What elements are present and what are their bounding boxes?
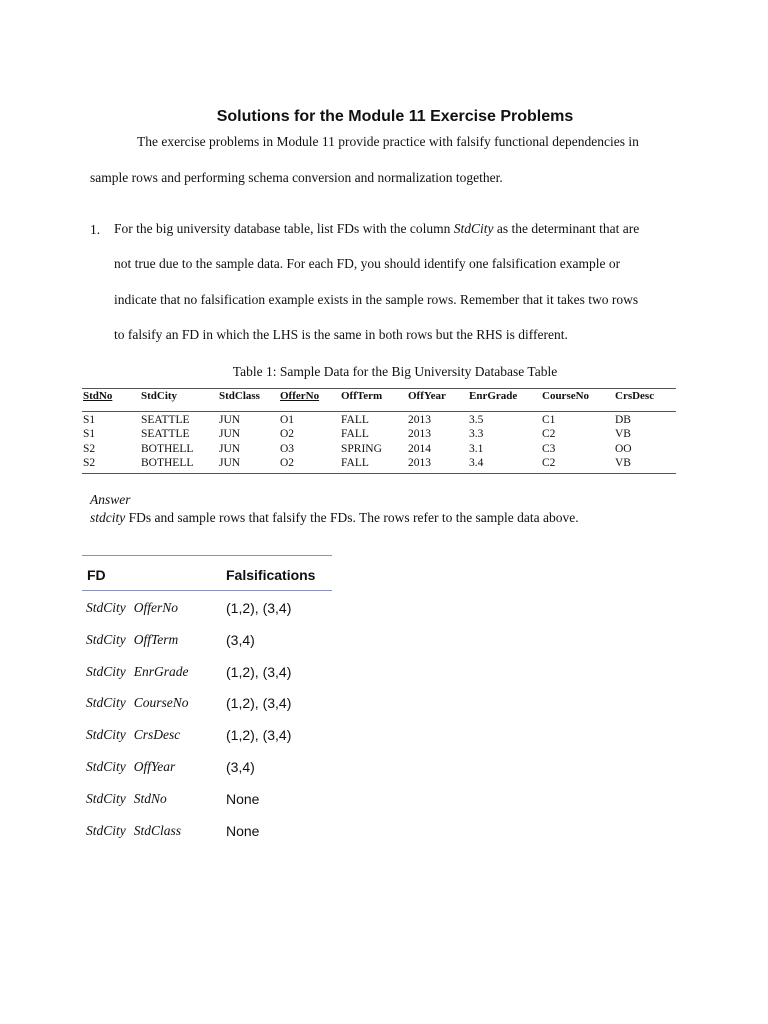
table-cell: 2013 [408,457,431,469]
table-cell: JUN [219,428,241,440]
column-header-crsdesc: CrsDesc [615,390,655,402]
fd-row-label: StdCity EnrGrade [86,664,189,679]
column-header-offerno: OfferNo [280,390,320,402]
table-cell: JUN [219,457,241,469]
table-cell: SEATTLE [141,414,190,426]
fd-row-label: StdCity StdNo [86,791,167,806]
table-cell: FALL [341,457,369,469]
intro-line-1: The exercise problems in Module 11 provide practice with falsify functional dependencies in [137,134,639,149]
table-cell: O1 [280,414,295,426]
table-cell: FALL [341,414,369,426]
table-cell: BOTHELL [141,457,194,469]
fd-row-label: StdCity CourseNo [86,695,189,710]
column-header-enrgrade: EnrGrade [469,390,518,402]
fd-row-falsifications: None [226,791,260,807]
column-header-offterm: OffTerm [341,390,383,402]
fd-row-falsifications: (3,4) [226,759,255,775]
fd-row-label: StdCity CrsDesc [86,727,181,742]
column-header-stdno: StdNo [83,390,113,402]
table-cell: JUN [219,414,241,426]
column-header-courseno: CourseNo [542,390,590,402]
table-cell: 3.4 [469,457,484,469]
fd-table-header-rule [82,590,332,591]
fd-row-label: StdCity OfferNo [86,600,179,615]
table-cell: C2 [542,457,556,469]
fd-row-label: StdCity OffYear [86,759,176,774]
table-cell: SEATTLE [141,428,190,440]
table-cell: DB [615,414,631,426]
answer-text: stdcity FDs and sample rows that falsify the FDs. The rows refer to the sample data above. [90,510,579,525]
table-top-rule [82,388,676,389]
table-caption: Table 1: Sample Data for the Big University Database Table [232,364,558,379]
table-cell: C1 [542,414,556,426]
fd-row-falsifications: (1,2), (3,4) [226,600,292,616]
table-cell: FALL [341,428,369,440]
fd-row-falsifications: (3,4) [226,632,255,648]
table-cell: S2 [83,443,96,455]
answer-label: Answer [90,492,131,507]
table-cell: 2013 [408,428,431,440]
column-header-offyear: OffYear [408,390,446,402]
falsifications-header: Falsifications [226,567,316,583]
problem-line-2: not true due to the sample data. For each FD, you should identify one falsification example or [114,256,621,271]
fd-row-falsifications: (1,2), (3,4) [226,664,292,680]
table-cell: 3.3 [469,428,484,440]
table-cell: VB [615,457,631,469]
table-cell: O3 [280,443,295,455]
table-cell: C3 [542,443,556,455]
fd-row-falsifications: None [226,823,260,839]
table-cell: S2 [83,457,96,469]
table-cell: 2013 [408,414,431,426]
table-cell: O2 [280,428,295,440]
table-cell: SPRING [341,443,382,455]
table-cell: BOTHELL [141,443,194,455]
fd-row-falsifications: (1,2), (3,4) [226,727,292,743]
stdcity-term: StdCity [453,221,494,236]
problem-line-1: For the big university database table, list FDs with the column StdCity as the determinant that are [114,221,640,236]
table-cell: S1 [83,428,96,440]
fd-row-label: StdCity StdClass [86,823,182,838]
table-cell: S1 [83,414,96,426]
column-header-stdclass: StdClass [219,390,260,402]
table-cell: OO [615,443,632,455]
document-title: Solutions for the Module 11 Exercise Problems [216,108,574,125]
fd-row-label: StdCity OffTerm [86,632,179,647]
table-header-rule [82,411,676,412]
problem-line-4: to falsify an FD in which the LHS is the same in both rows but the RHS is different. [114,327,568,342]
intro-line-2: sample rows and performing schema conversion and normalization together. [90,170,503,185]
table-cell: VB [615,428,631,440]
problem-number: 1. [90,222,101,237]
fd-row-falsifications: (1,2), (3,4) [226,695,292,711]
table-cell: JUN [219,443,241,455]
column-header-stdcity: StdCity [141,390,178,402]
table-cell: 3.1 [469,443,484,455]
table-bottom-rule [82,473,676,474]
table-cell: C2 [542,428,556,440]
table-cell: 3.5 [469,414,484,426]
fd-table-top-rule [82,555,332,556]
fd-header: FD [87,567,106,583]
table-cell: O2 [280,457,295,469]
problem-line-3: indicate that no falsification example exists in the sample rows. Remember that it takes two rows [114,292,639,307]
table-cell: 2014 [408,443,431,455]
